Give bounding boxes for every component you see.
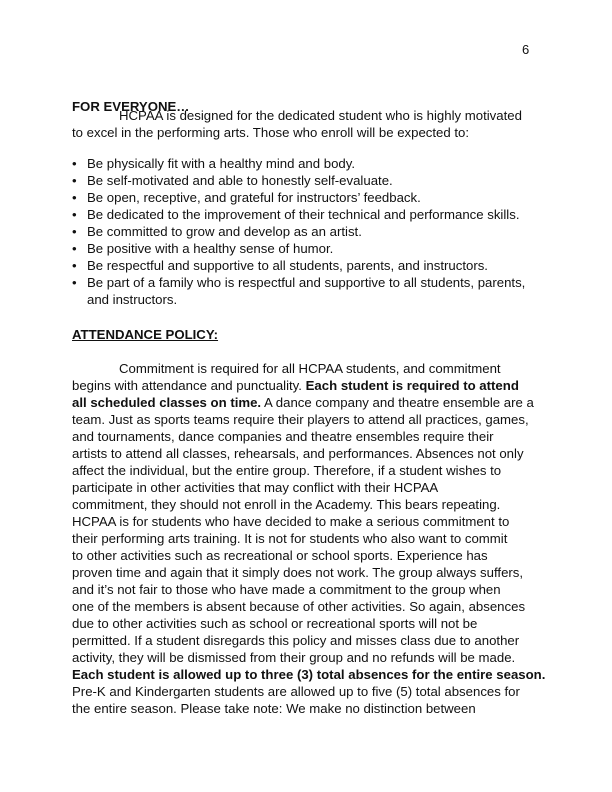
list-item: [72, 274, 552, 291]
bold-text: all scheduled classes on time.: [72, 395, 262, 410]
paragraph-line: commitment, they should not enroll in the Academy. This bears repeating.: [72, 497, 501, 512]
list-item: [72, 189, 552, 206]
paragraph-line: HCPAA is designed for the dedicated student who is highly motivated: [119, 108, 522, 123]
list-item-continuation: [72, 291, 552, 308]
paragraph-line: [72, 394, 552, 411]
bullet-icon: •: [72, 173, 77, 188]
paragraph-line: participate in other activities that may conflict with their HCPAA: [72, 480, 439, 495]
list-item: [72, 172, 552, 189]
bullet-icon: •: [72, 207, 77, 222]
paragraph-line: their performing arts training. It is not for students who also want to commit: [72, 531, 508, 546]
list-item: [72, 240, 552, 257]
paragraph-line: and it’s not fair to those who have made a commitment to the group when: [72, 582, 501, 597]
bullet-icon: •: [72, 190, 77, 205]
list-item-text: Be part of a family who is respectful and supportive to all students, parents,: [87, 275, 526, 290]
list-item: [72, 206, 552, 223]
paragraph-line: team. Just as sports teams require their players to attend all practices, games,: [72, 412, 529, 427]
bold-paragraph-line: Each student is allowed up to three (3) total absences for the entire season.: [72, 667, 546, 682]
section-attendance: [72, 326, 552, 343]
list-item: [72, 155, 552, 172]
list-item: [72, 223, 552, 240]
list-item: [72, 257, 552, 274]
section-heading: FOR EVERYONE…: [72, 99, 190, 114]
list-item-text: Be dedicated to the improvement of their technical and performance skills.: [87, 207, 520, 222]
attendance-paragraph: [72, 360, 552, 717]
bullet-icon: •: [72, 275, 77, 290]
paragraph-line: permitted. If a student disregards this policy and misses class due to another: [72, 633, 520, 648]
paragraph-line: to excel in the performing arts. Those who enroll will be expected to:: [72, 125, 470, 140]
bullet-icon: •: [72, 224, 77, 239]
paragraph-line: Commitment is required for all HCPAA students, and commitment: [119, 361, 501, 376]
bold-text: Each student is required to attend: [305, 378, 519, 393]
paragraph-line: to other activities such as recreational or school sports. Experience has: [72, 548, 488, 563]
list-item-text: Be physically fit with a healthy mind and body.: [87, 156, 356, 171]
paragraph-line: affect the individual, but the entire group. Therefore, if a student wishes to: [72, 463, 502, 478]
intro-paragraph: [72, 107, 552, 141]
list-item-text: Be positive with a healthy sense of humor.: [87, 241, 334, 256]
text: begins with attendance and punctuality.: [72, 378, 306, 393]
paragraph-line: and tournaments, dance companies and theatre ensembles require their: [72, 429, 494, 444]
bullet-icon: •: [72, 156, 77, 171]
paragraph-line: one of the members is absent because of other activities. So again, absences: [72, 599, 526, 614]
bullet-icon: •: [72, 241, 77, 256]
list-item-text: Be committed to grow and develop as an artist.: [87, 224, 362, 239]
list-item-text: Be open, receptive, and grateful for instructors’ feedback.: [87, 190, 421, 205]
paragraph-line: HCPAA is for students who have decided to make a serious commitment to: [72, 514, 510, 529]
list-item-text: Be self-motivated and able to honestly self-evaluate.: [87, 173, 393, 188]
paragraph-line: proven time and again that it simply does not work. The group always suffers,: [72, 565, 524, 580]
bullet-icon: •: [72, 258, 77, 273]
paragraph-line: [72, 377, 552, 394]
list-item-text: Be respectful and supportive to all students, parents, and instructors.: [87, 258, 488, 273]
paragraph-line: artists to attend all classes, rehearsals, and performances. Absences not only: [72, 446, 524, 461]
section-heading: ATTENDANCE POLICY:: [72, 327, 219, 342]
paragraph-line: activity, they will be dismissed from their group and no refunds will be made.: [72, 650, 516, 665]
list-item-text: and instructors.: [87, 292, 178, 307]
page-number: 6: [522, 42, 530, 57]
paragraph-line: due to other activities such as school or recreational sports will not be: [72, 616, 478, 631]
paragraph-line: the entire season. Please take note: We make no distinction between: [72, 701, 476, 716]
paragraph-line: Pre-K and Kindergarten students are allowed up to five (5) total absences for: [72, 684, 520, 699]
text: A dance company and theatre ensemble are a: [261, 395, 534, 410]
expectations-list: [72, 155, 552, 308]
